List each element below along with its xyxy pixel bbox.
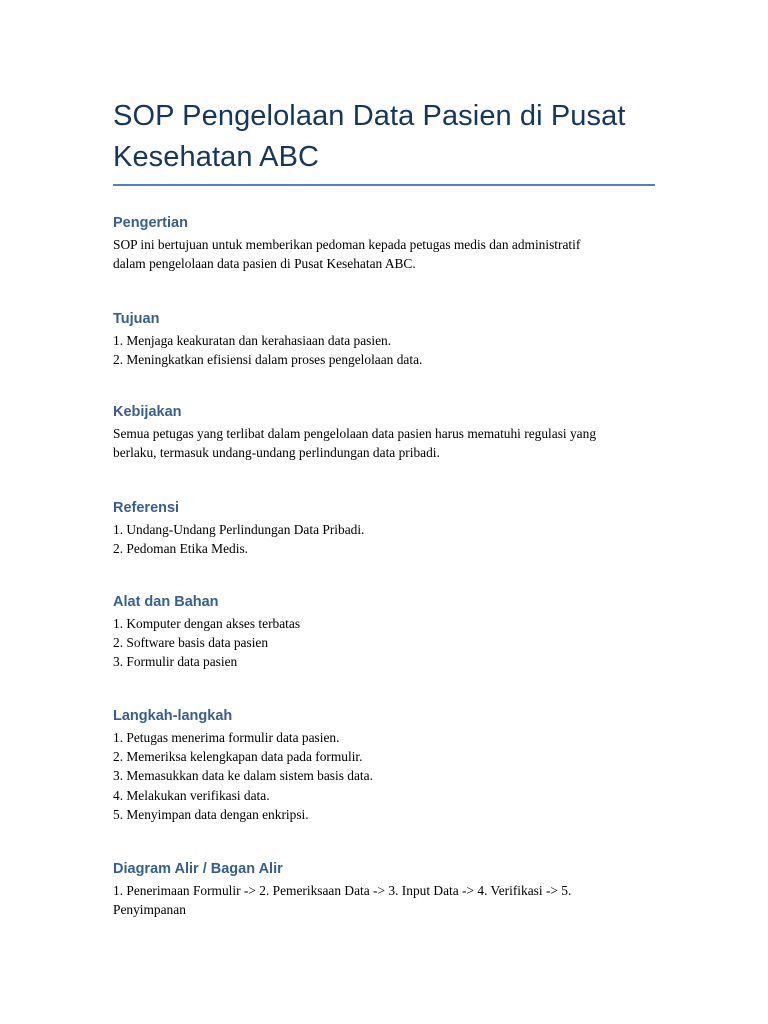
section-heading-langkah-langkah: Langkah-langkah <box>113 708 233 724</box>
list-item: 1. Komputer dengan akses terbatas <box>113 616 301 631</box>
body-line: Penyimpanan <box>113 902 186 918</box>
list-item: 1. Menjaga keakuratan dan kerahasiaan data pasien. <box>113 333 392 348</box>
list-item: 1. Undang-Undang Perlindungan Data Pribadi. <box>113 522 365 537</box>
list-alat-dan-bahan <box>113 614 655 672</box>
section-referensi <box>113 498 655 558</box>
section-diagram-alir <box>113 859 655 919</box>
section-body-diagram-alir <box>113 881 655 919</box>
section-heading-referensi: Referensi <box>113 500 180 516</box>
title-divider <box>113 184 655 186</box>
section-alat-dan-bahan <box>113 592 655 672</box>
list-item: 2. Meningkatkan efisiensi dalam proses pengelolaan data. <box>113 352 423 368</box>
body-line: dalam pengelolaan data pasien di Pusat Kesehatan ABC. <box>113 256 416 272</box>
section-heading-diagram-alir: Diagram Alir / Bagan Alir <box>113 861 283 877</box>
body-line: SOP ini bertujuan untuk memberikan pedoman kepada petugas medis dan administratif <box>113 237 581 252</box>
section-heading-kebijakan: Kebijakan <box>113 404 182 420</box>
section-heading-pengertian: Pengertian <box>113 215 188 231</box>
list-item: 2. Software basis data pasien <box>113 635 269 651</box>
list-item: 3. Formulir data pasien <box>113 654 238 670</box>
list-item: 1. Petugas menerima formulir data pasien. <box>113 730 340 745</box>
list-item: 3. Memasukkan data ke dalam sistem basis data. <box>113 768 373 784</box>
section-tujuan <box>113 309 655 369</box>
section-pengertian <box>113 213 655 273</box>
body-line: Semua petugas yang terlibat dalam pengelolaan data pasien harus mematuhi regulasi yang <box>113 426 597 441</box>
list-tujuan <box>113 331 655 369</box>
document-page <box>113 96 655 918</box>
list-item: 2. Pedoman Etika Medis. <box>113 541 249 557</box>
list-item: 2. Memeriksa kelengkapan data pada formulir. <box>113 749 363 765</box>
body-line: berlaku, termasuk undang-undang perlindungan data pribadi. <box>113 445 440 461</box>
list-langkah-langkah <box>113 728 655 824</box>
section-kebijakan <box>113 402 655 462</box>
section-heading-tujuan: Tujuan <box>113 311 160 327</box>
section-body-kebijakan <box>113 424 655 462</box>
list-item: 4. Melakukan verifikasi data. <box>113 787 270 803</box>
list-item: 5. Menyimpan data dengan enkripsi. <box>113 806 309 822</box>
section-langkah-langkah <box>113 706 655 824</box>
section-heading-alat-dan-bahan: Alat dan Bahan <box>113 594 219 610</box>
body-line: 1. Penerimaan Formulir -> 2. Pemeriksaan Data -> 3. Input Data -> 4. Verifikasi -> 5. <box>113 883 572 898</box>
list-referensi <box>113 520 655 558</box>
section-body-pengertian <box>113 235 655 273</box>
document-title: SOP Pengelolaan Data Pasien di Pusat Kesehatan ABC <box>113 100 626 173</box>
